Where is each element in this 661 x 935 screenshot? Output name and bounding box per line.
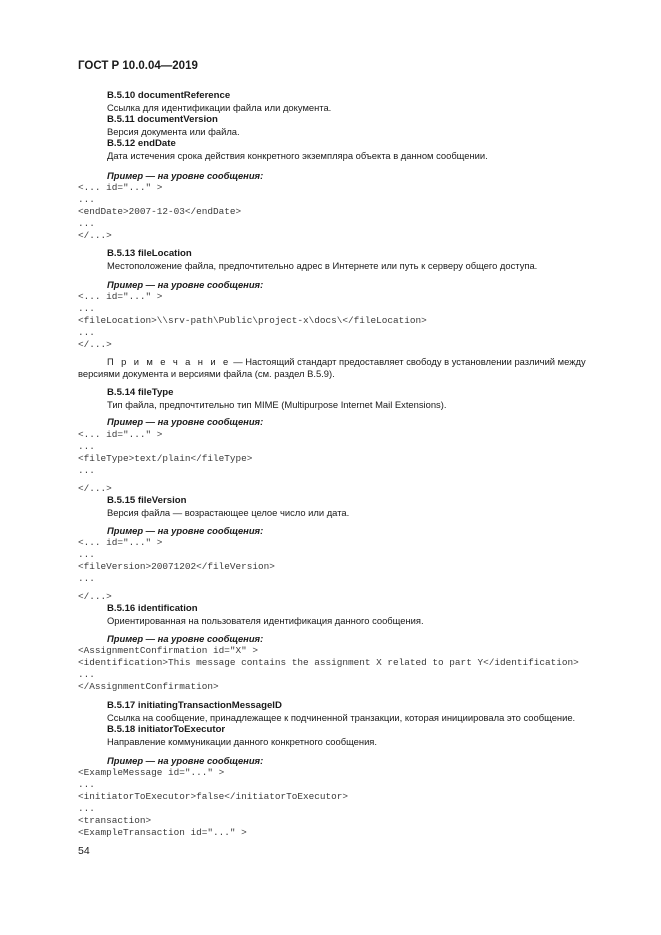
code-line: <fileType>text/plain</fileType>	[78, 453, 253, 464]
section-b517-text: Ссылка на сообщение, принадлежащее к подчиненной транзакции, которая инициировала это сообщение.	[107, 712, 576, 723]
note-paragraph	[78, 356, 618, 380]
code-line: <... id="..." >	[78, 182, 163, 193]
section-b510-title: B.5.10 documentReference	[107, 90, 231, 101]
code-line: </...>	[78, 230, 112, 241]
code-line: </AssignmentConfirmation>	[78, 681, 219, 692]
section-b513-text: Местоположение файла, предпочтительно адрес в Интернете или путь к серверу общего доступа.	[107, 260, 538, 271]
section-b517-title: B.5.17 initiatingTransactionMessageID	[107, 700, 282, 711]
code-line: <ExampleMessage id="..." >	[78, 767, 225, 778]
code-line: <endDate>2007-12-03</endDate>	[78, 206, 242, 217]
section-b514-title: B.5.14 fileType	[107, 387, 174, 398]
section-b515-title: B.5.15 fileVersion	[107, 495, 187, 506]
code-line: ...	[78, 669, 95, 680]
section-b516-text: Ориентированная на пользователя идентификация данного сообщения.	[107, 615, 424, 626]
code-line: ...	[78, 573, 95, 584]
example-label: Пример — на уровне сообщения:	[107, 170, 264, 181]
code-line: ...	[78, 327, 95, 338]
code-line: </...>	[78, 591, 112, 602]
example-label: Пример — на уровне сообщения:	[107, 633, 264, 644]
code-line: ...	[78, 465, 95, 476]
code-line: <... id="..." >	[78, 291, 163, 302]
section-b518-text: Направление коммуникации данного конкретного сообщения.	[107, 736, 377, 747]
example-label: Пример — на уровне сообщения:	[107, 416, 264, 427]
code-line: <ExampleTransaction id="..." >	[78, 827, 247, 838]
example-label: Пример — на уровне сообщения:	[107, 279, 264, 290]
document-header: ГОСТ Р 10.0.04—2019	[78, 60, 198, 72]
code-line: ...	[78, 441, 95, 452]
section-b518-title: B.5.18 initiatorToExecutor	[107, 724, 226, 735]
code-line: <initiatorToExecutor>false</initiatorToExecutor>	[78, 791, 349, 802]
code-line: ...	[78, 549, 95, 560]
code-line: ...	[78, 218, 95, 229]
code-line: </...>	[78, 483, 112, 494]
code-line: </...>	[78, 339, 112, 350]
code-line: ...	[78, 303, 95, 314]
section-b514-text: Тип файла, предпочтительно тип MIME (Multipurpose Internet Mail Extensions).	[107, 399, 447, 410]
code-line: <identification>This message contains the assignment X related to part Y</identification>	[78, 657, 579, 668]
note-text: — Настоящий стандарт предоставляет свободу в установлении различий между версиями документа и версиями файла (см. раздел В.5.9).	[78, 356, 586, 379]
section-b515-text: Версия файла — возрастающее целое число или дата.	[107, 507, 350, 518]
code-line: <transaction>	[78, 815, 152, 826]
section-b512-text: Дата истечения срока действия конкретного экземпляра объекта в данном сообщении.	[107, 150, 488, 161]
section-b516-title: B.5.16 identification	[107, 603, 198, 614]
code-line: ...	[78, 194, 95, 205]
page-number: 54	[78, 845, 90, 857]
section-b511-text: Версия документа или файла.	[107, 126, 240, 137]
code-line: ...	[78, 779, 95, 790]
code-line: <fileLocation>\\srv-path\Public\project-x\docs\</fileLocation>	[78, 315, 427, 326]
code-line: <... id="..." >	[78, 537, 163, 548]
example-label: Пример — на уровне сообщения:	[107, 755, 264, 766]
note-label: П р и м е ч а н и е	[107, 356, 231, 367]
section-b513-title: B.5.13 fileLocation	[107, 248, 192, 259]
code-line: ...	[78, 803, 95, 814]
section-b510-text: Ссылка для идентификации файла или документа.	[107, 102, 332, 113]
section-b511-title: B.5.11 documentVersion	[107, 114, 218, 125]
example-label: Пример — на уровне сообщения:	[107, 525, 264, 536]
code-line: <AssignmentConfirmation id="X" >	[78, 645, 259, 656]
code-line: <fileVersion>20071202</fileVersion>	[78, 561, 275, 572]
code-line: <... id="..." >	[78, 429, 163, 440]
section-b512-title: B.5.12 endDate	[107, 138, 176, 149]
